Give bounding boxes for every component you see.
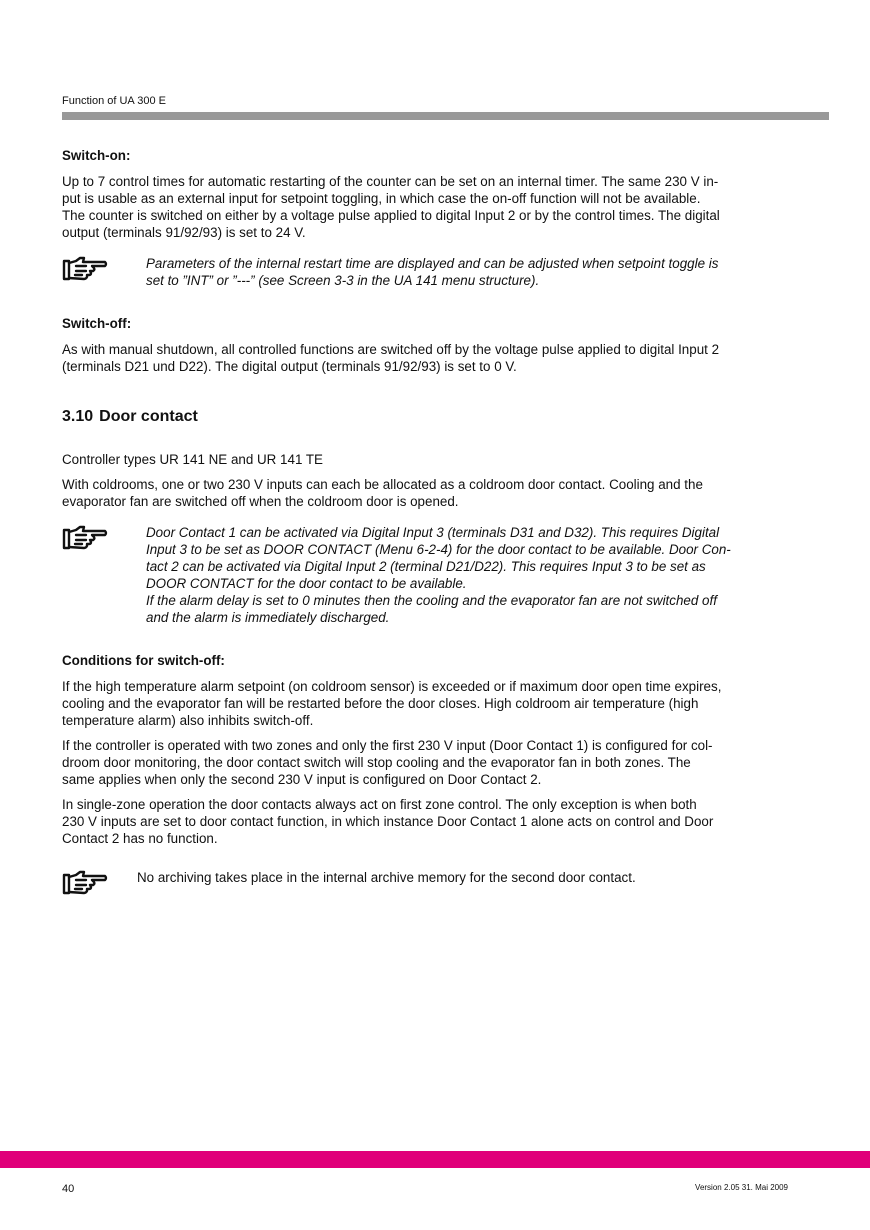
conditions-paragraph-3: In single-zone operation the door contacts always act on first zone control. The only exception is when both 230 V inputs are set to door contact function, in which instance Door Contact 1 alone acts on control and Door Contact 2 has no function. xyxy=(62,797,714,846)
footer-bar xyxy=(0,1151,870,1168)
running-header: Function of UA 300 E xyxy=(62,95,166,107)
section-heading: Door contact xyxy=(99,408,198,425)
conditions-paragraph-1: If the high temperature alarm setpoint (on coldroom sensor) is exceeded or if maximum door open time expires, cooling and the evaporator fan will be restarted before the door closes. High coldroom air temperature (high temperature alarm) also inhibits switch-off. xyxy=(62,679,722,728)
conditions-paragraph-2: If the controller is operated with two zones and only the first 230 V input (Door Contact 1) is configured for col- droom door monitoring, the door contact switch will stop cooling and the evaporator fan in both zones. The same applies when only the second 230 V input is configured on Door Contact 2. xyxy=(62,738,713,787)
switch-on-paragraph: Up to 7 control times for automatic restarting of the counter can be set on an internal timer. The same 230 V in- put is usable as an external input for setpoint toggling, in which case the on-off function will not be available. The counter is switched on either by a voltage pulse applied to digital Input 2 or by the control times. The digital output (terminals 91/92/93) is set to 24 V. xyxy=(62,174,720,240)
version-info: Version 2.05 31. Mai 2009 xyxy=(695,1183,788,1192)
switch-on-heading: Switch-on: xyxy=(62,148,131,163)
switch-off-paragraph: As with manual shutdown, all controlled functions are switched off by the voltage pulse applied to digital Input 2 (terminals D21 und D22). The digital output (terminals 91/92/93) is set to 0 V. xyxy=(62,342,720,374)
switch-off-heading: Switch-off: xyxy=(62,316,132,331)
note-archiving: No archiving takes place in the internal archive memory for the second door contact. xyxy=(62,869,792,886)
pointing-hand-icon xyxy=(62,256,108,282)
conditions-heading: Conditions for switch-off: xyxy=(62,653,225,668)
section-title xyxy=(62,408,792,425)
door-contact-paragraph: With coldrooms, one or two 230 V inputs can each be allocated as a coldroom door contact. Cooling and the evaporator fan are switched off when the coldroom door is opened. xyxy=(62,477,703,509)
page-content xyxy=(62,147,792,900)
pointing-hand-icon xyxy=(62,870,108,896)
section-number: 3.10 xyxy=(62,408,94,425)
note-restart-time: Parameters of the internal restart time are displayed and can be adjusted when setpoint toggle is set to ”INT” or ”---” (see Screen 3-3 in the UA 141 menu structure). xyxy=(62,255,792,289)
page-number: 40 xyxy=(62,1183,75,1195)
pointing-hand-icon xyxy=(62,525,108,551)
controller-types-paragraph: Controller types UR 141 NE and UR 141 TE xyxy=(62,452,323,467)
note-door-contact: Door Contact 1 can be activated via Digital Input 3 (terminals D31 and D32). This requires Digital Input 3 to be set as DOOR CONTACT (Menu 6-2-4) for the door contact to be available. Door Con- tact 2 can be activated via Digital Input 2 (terminal D21/D22). This requires Input 3 to be set as DOOR CONTACT for the door contact to be available. If the alarm delay is set to 0 minutes then the cooling and the evaporator fan are not switched off and the alarm is immediately discharged. xyxy=(62,524,792,626)
header-rule xyxy=(62,112,829,120)
